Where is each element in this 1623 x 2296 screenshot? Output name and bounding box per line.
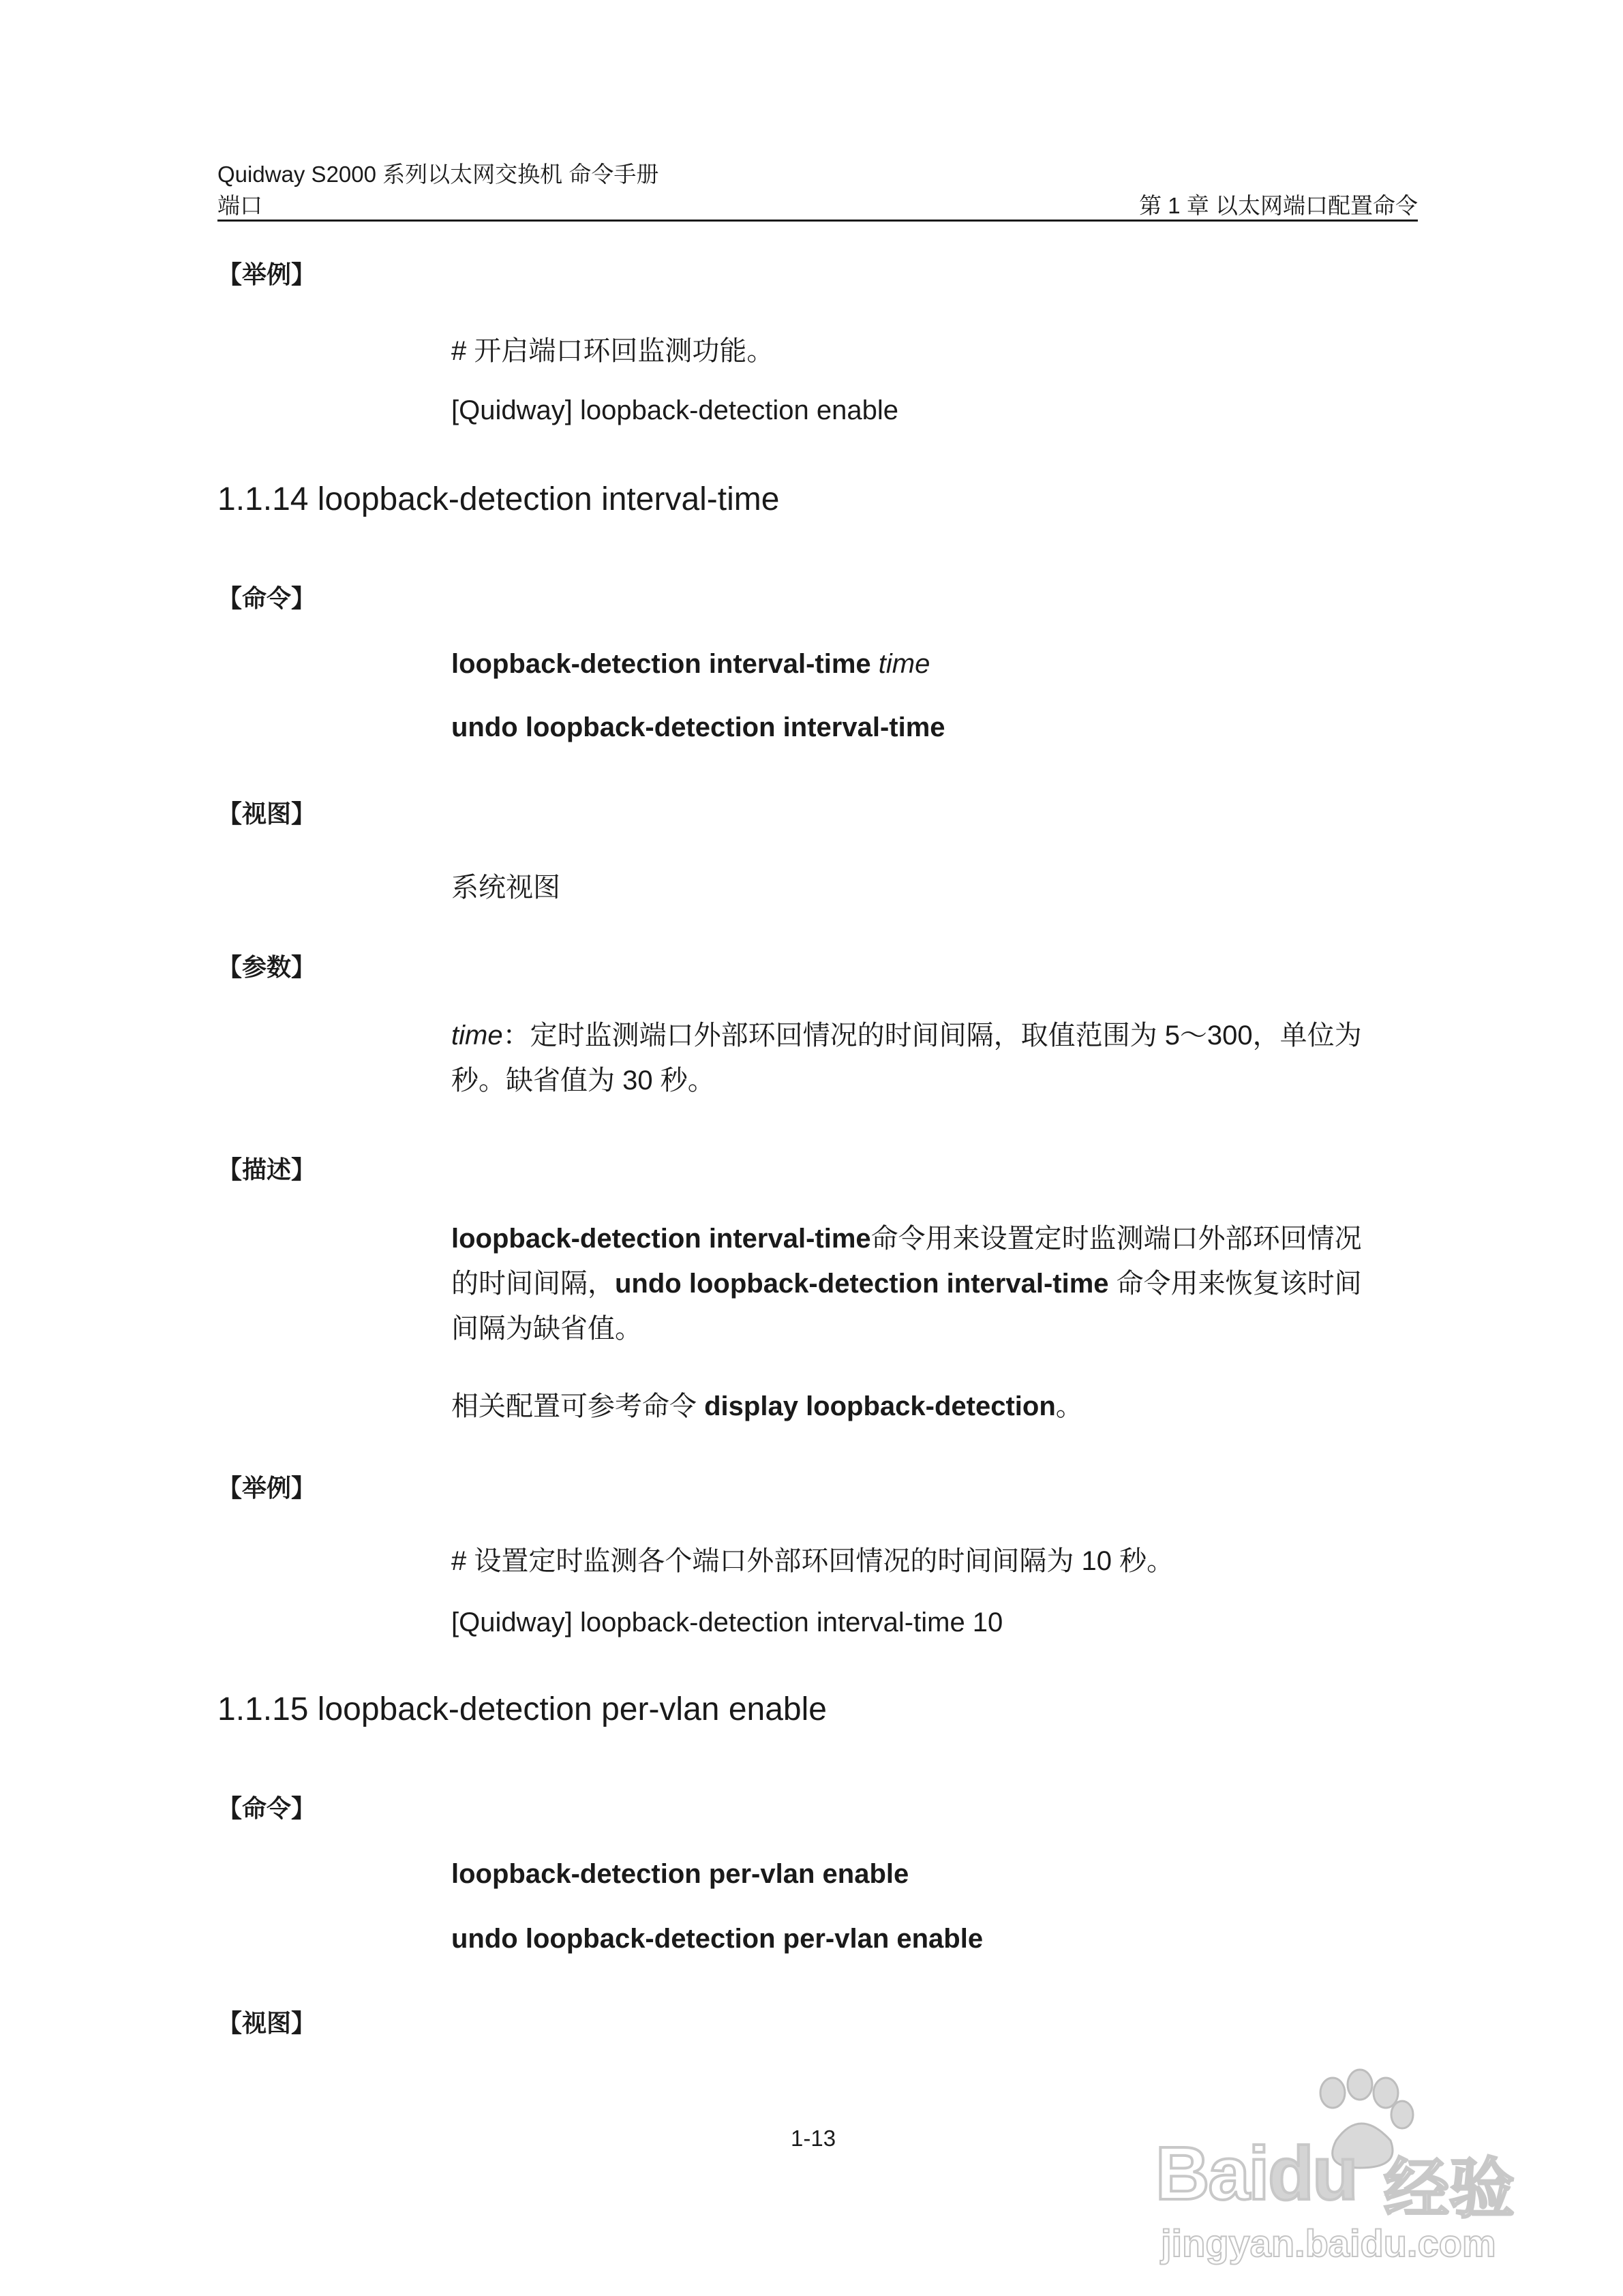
desc-text-3: 命令用来恢复该时间 (1108, 1269, 1362, 1299)
related-cmd: display loopback-detection (704, 1391, 1056, 1421)
header-section: 端口 (217, 193, 262, 218)
section-1114-desc-label: 【描述】 (217, 1155, 316, 1183)
related-end: 。 (1055, 1391, 1083, 1421)
section-1114-desc-text (451, 1216, 1416, 1351)
top-example-comment: # 开启端口环回监测功能。 (451, 336, 774, 366)
param-desc-line2: 秒。缺省值为 30 秒。 (451, 1066, 715, 1096)
watermark-brand: 经验 (1384, 2151, 1515, 2227)
section-1114-view: 系统视图 (451, 873, 560, 903)
section-1115-command-1: loopback-detection per-vlan enable (451, 1859, 909, 1889)
param-desc-line1: ：定时监测端口外部环回情况的时间间隔，取值范围为 5～300，单位为 (502, 1021, 1362, 1051)
top-example-code: [Quidway] loopback-detection enable (451, 395, 898, 425)
section-1114-related (451, 1385, 1083, 1423)
watermark-logo-bai: Bai (1155, 2132, 1269, 2216)
section-1115-view-label: 【视图】 (217, 2009, 316, 2037)
section-1114-example-label: 【举例】 (217, 1474, 316, 1502)
watermark-url: jingyan.baidu.com (1161, 2222, 1496, 2265)
desc-text-4: 间隔为缺省值。 (451, 1314, 642, 1344)
command-keyword: loopback-detection interval-time (451, 649, 871, 679)
watermark-logo (1155, 2130, 1357, 2217)
section-1114-example-code: [Quidway] loopback-detection interval-time 10 (451, 1607, 1003, 1637)
desc-text-2: 的时间间隔， (451, 1269, 615, 1299)
desc-cmd-1: loopback-detection interval-time (451, 1224, 871, 1254)
section-1114-example-comment: # 设置定时监测各个端口外部环回情况的时间间隔为 10 秒。 (451, 1546, 1174, 1576)
desc-cmd-2: undo loopback-detection interval-time (615, 1269, 1109, 1299)
section-1115-heading: 1.1.15 loopback-detection per-vlan enable (217, 1691, 827, 1727)
section-1114-params-label: 【参数】 (217, 953, 316, 981)
section-1114-command-label: 【命令】 (217, 584, 316, 612)
section-1114-view-label: 【视图】 (217, 800, 316, 828)
header-chapter: 第 1 章 以太网端口配置命令 (1139, 193, 1418, 218)
desc-text-1: 命令用来设置定时监测端口外部环回情况 (870, 1224, 1362, 1254)
page-number: 1-13 (791, 2126, 836, 2151)
command-param: time (878, 649, 930, 679)
section-1114-command-2: undo loopback-detection interval-time (451, 712, 945, 742)
baidu-jingyan-watermark (1155, 2066, 1537, 2270)
section-1115-command-label: 【命令】 (217, 1794, 316, 1822)
section-1115-command-2: undo loopback-detection per-vlan enable (451, 1924, 984, 1954)
top-example-label: 【举例】 (217, 260, 316, 288)
section-1114-command-1 (451, 649, 930, 680)
related-text: 相关配置可参考命令 (451, 1391, 705, 1421)
header-rule (217, 220, 1418, 222)
section-1114-heading: 1.1.14 loopback-detection interval-time (217, 481, 780, 517)
header-title: Quidway S2000 系列以太网交换机 命令手册 (217, 162, 659, 187)
param-name: time (451, 1021, 503, 1051)
section-1114-params-text (451, 1013, 1416, 1103)
watermark-logo-du: du (1268, 2132, 1357, 2216)
